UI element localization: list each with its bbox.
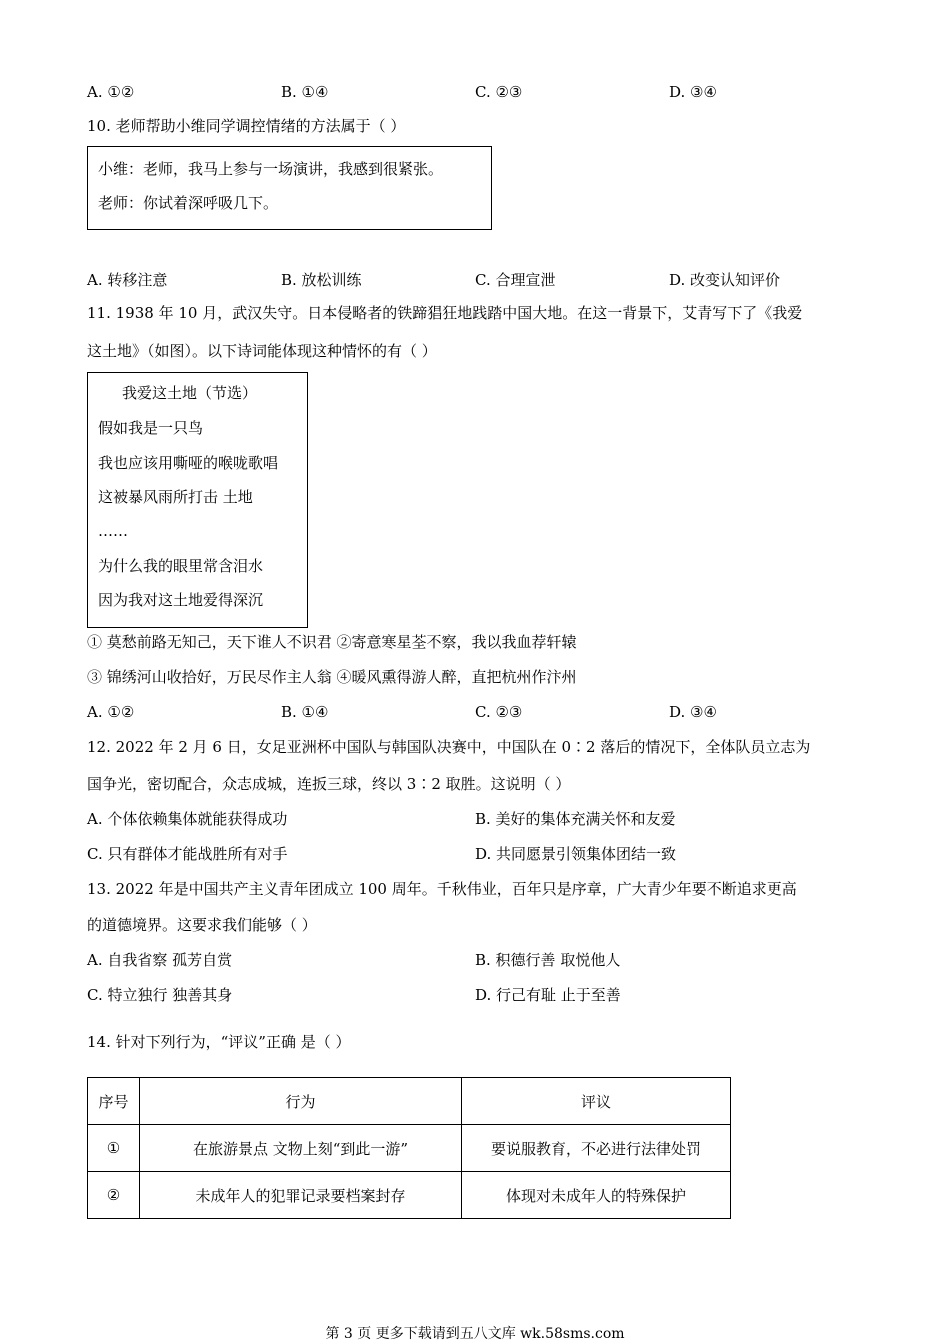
table-cell: ② <box>88 1172 140 1219</box>
q11-items-line1: ① 莫愁前路无知己，天下谁人不识君 ②寄意寒星荃不察，我以我血荐轩辕 <box>87 633 577 651</box>
q11-poem-box <box>87 372 308 628</box>
q12-option-d: D. 共同愿景引领集体团结一致 <box>475 845 677 863</box>
q13-option-d: D. 行己有耻 止于至善 <box>475 986 621 1004</box>
header-cell: 评议 <box>462 1078 731 1125</box>
table-header-row <box>88 1078 731 1125</box>
q13-option-a: A. 自我省察 孤芳自赏 <box>87 951 233 969</box>
header-cell: 序号 <box>88 1078 140 1125</box>
q10-option-a: A. 转移注意 <box>87 271 168 289</box>
q12-option-a: A. 个体依赖集体就能获得成功 <box>87 810 288 828</box>
q10-dialog-box <box>87 146 492 230</box>
q12-stem-line1: 12. 2022 年 2 月 6 日，女足亚洲杯中国队与韩国队决赛中，中国队在 0∶2 落后的情况下，全体队员立志为 <box>87 738 811 756</box>
q10-option-d: D. 改变认知评价 <box>669 271 781 289</box>
q13-option-b: B. 积德行善 取悦他人 <box>475 951 621 969</box>
q10-stem: 10. 老师帮助小维同学调控情绪的方法属于（ ） <box>87 117 406 135</box>
q11-option-c: C. ②③ <box>475 703 523 721</box>
table-cell: 要说服教育，不必进行法律处罚 <box>462 1125 731 1172</box>
q13-stem-line2: 的道德境界。这要求我们能够（ ） <box>87 916 317 934</box>
q9-option-b: B. ①④ <box>281 83 329 101</box>
q13-option-c: C. 特立独行 独善其身 <box>87 986 233 1004</box>
table-cell: ① <box>88 1125 140 1172</box>
table-row <box>88 1125 731 1172</box>
q11-stem-line2: 这土地》（如图）。以下诗词能体现这种情怀的有（ ） <box>87 342 437 360</box>
q11-stem-line1: 11. 1938 年 10 月，武汉失守。日本侵略者的铁蹄猖狂地践踏中国大地。在这一背景下，艾青写下了《我爱 <box>87 304 803 322</box>
table-cell: 体现对未成年人的特殊保护 <box>462 1172 731 1219</box>
header-cell: 行为 <box>140 1078 462 1125</box>
q11-option-b: B. ①④ <box>281 703 329 721</box>
poem-line: 因为我对这土地爱得深沉 <box>98 591 264 609</box>
poem-line: 这被暴风雨所打击 土地 <box>98 488 253 506</box>
table-row <box>88 1172 731 1219</box>
q13-stem-line1: 13. 2022 年是中国共产主义青年团成立 100 周年。千秋伟业，百年只是序章，广大青少年要不断追求更高 <box>87 880 797 898</box>
q9-option-c: C. ②③ <box>475 83 523 101</box>
q11-option-d: D. ③④ <box>669 703 717 721</box>
q12-option-c: C. 只有群体才能战胜所有对手 <box>87 845 288 863</box>
q14-stem: 14. 针对下列行为，“评议”正确 是（ ） <box>87 1033 351 1051</box>
q9-option-a: A. ①② <box>87 83 135 101</box>
poem-line: 为什么我的眼里常含泪水 <box>98 557 264 575</box>
table-cell: 在旅游景点 文物上刻“到此一游” <box>140 1125 462 1172</box>
q10-dialog-line: 老师：你试着深呼吸几下。 <box>98 194 279 212</box>
q10-dialog-line: 小维：老师，我马上参与一场演讲，我感到很紧张。 <box>98 160 444 178</box>
q14-table <box>87 1077 731 1219</box>
q11-items-line2: ③ 锦绣河山收拾好，万民尽作主人翁 ④暖风熏得游人醉，直把杭州作汴州 <box>87 668 577 686</box>
q11-option-a: A. ①② <box>87 703 135 721</box>
table-cell: 未成年人的犯罪记录要档案封存 <box>140 1172 462 1219</box>
q10-option-b: B. 放松训练 <box>281 271 362 289</box>
poem-line: 我也应该用嘶哑的喉咙歌唱 <box>98 454 279 472</box>
q12-option-b: B. 美好的集体充满关怀和友爱 <box>475 810 676 828</box>
poem-line: …… <box>98 522 128 540</box>
poem-line: 假如我是一只鸟 <box>98 419 204 437</box>
q10-option-c: C. 合理宣泄 <box>475 271 556 289</box>
q9-option-d: D. ③④ <box>669 83 717 101</box>
page-footer: 第 3 页 更多下载请到五八文库 wk.58sms.com <box>325 1326 625 1342</box>
poem-title: 我爱这土地（节选） <box>122 384 258 402</box>
q12-stem-line2: 国争光，密切配合，众志成城，连扳三球，终以 3∶2 取胜。这说明（ ） <box>87 775 571 793</box>
